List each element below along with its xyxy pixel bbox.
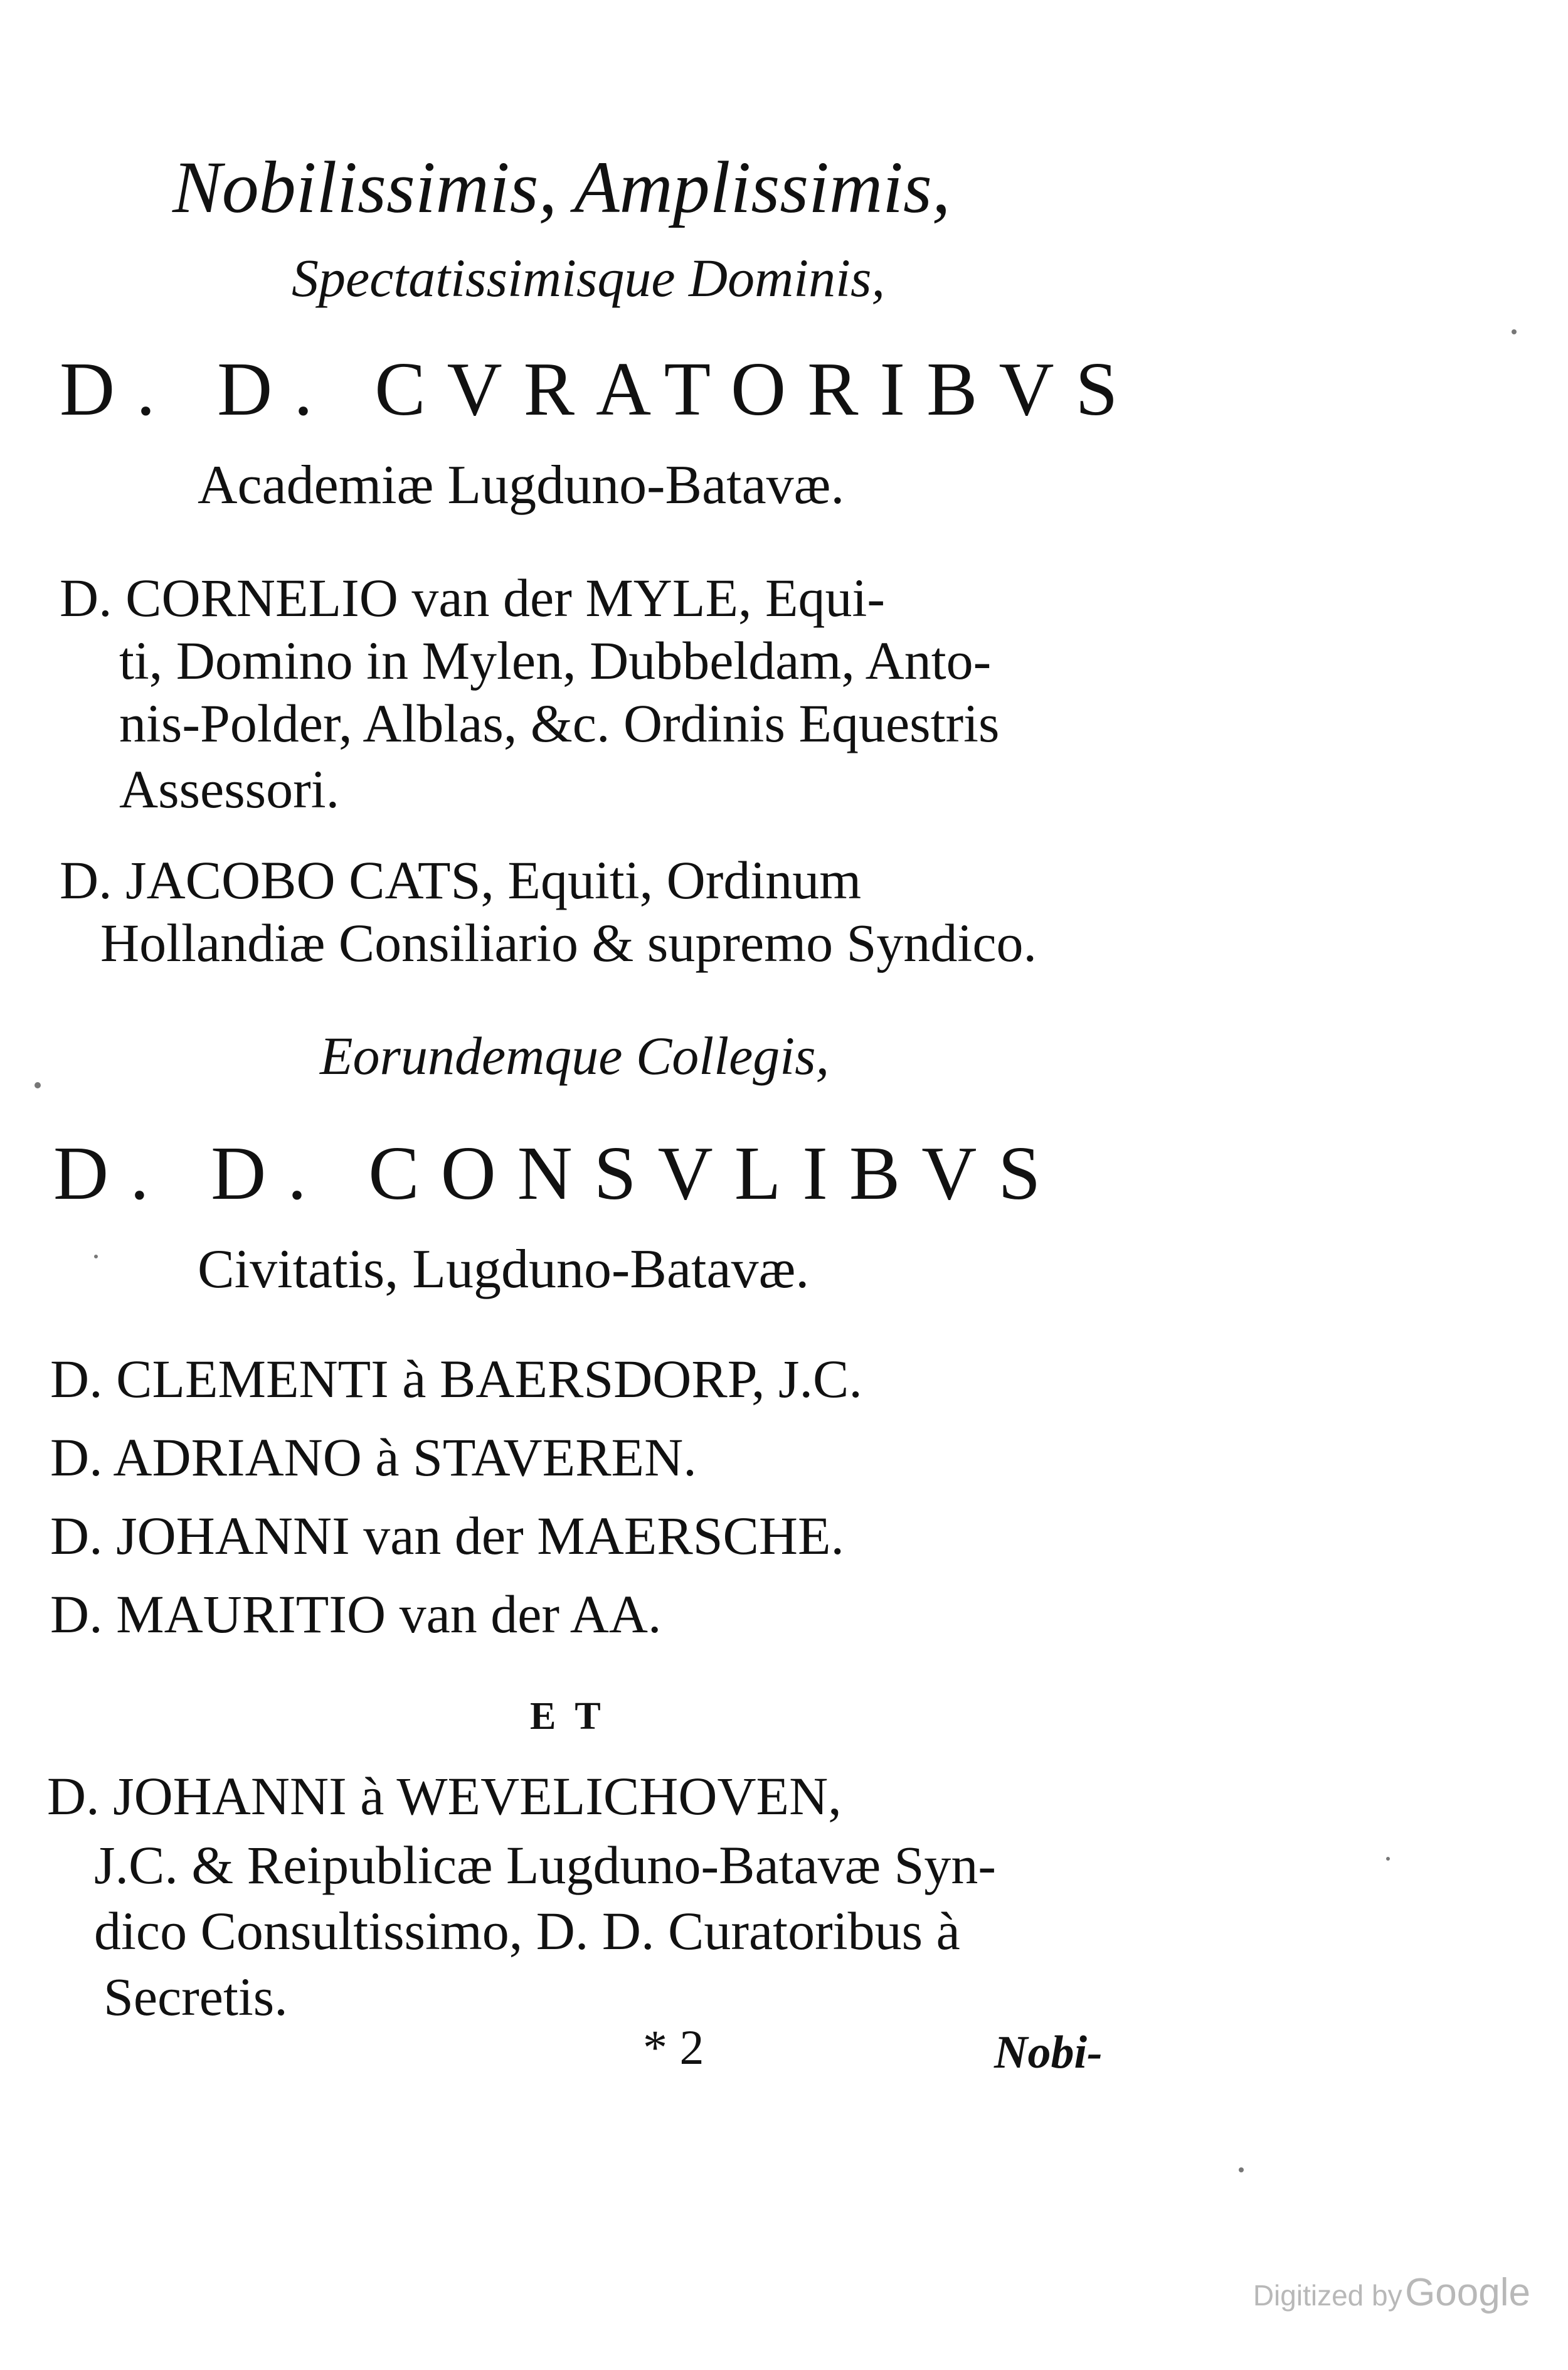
signature-mark: * 2 [643,2020,704,2075]
curatores-title: D. D. CVRATORIBVS [60,347,1140,432]
consules-entry-1: D. CLEMENTI à BAERSDORP, J.C. [50,1349,862,1409]
catchword: Nobi- [994,2027,1103,2078]
curatores-entry-2: ti, Domino in Mylen, Dubbeldam, Anto- [119,630,992,691]
et-conjunction: ET [530,1695,620,1738]
scan-speck [1386,1857,1390,1861]
curatores-entry-4: Assessori. [119,759,340,819]
final-line-3: dico Consultissimo, D. D. Curatoribus à [94,1901,960,1961]
scan-speck [94,1255,98,1258]
consules-title: D. D. CONSVLIBVS [53,1131,1062,1216]
consules-subtitle: Civitatis, Lugduno-Batavæ. [198,1239,810,1300]
watermark-prefix: Digitized by [1253,2279,1402,2312]
curatores-entry-5: D. JACOBO CATS, Equiti, Ordinum [60,850,862,910]
google-logo: Google [1405,2271,1530,2314]
curatores-entry-1: D. CORNELIO van der MYLE, Equi- [60,568,886,628]
scan-speck [34,1082,41,1088]
collegis-heading: Eorundemque Collegis, [320,1026,830,1086]
consules-entry-2: D. ADRIANO à STAVEREN. [50,1427,697,1487]
final-line-1: D. JOHANNI à WEVELICHOVEN, [47,1766,842,1826]
consules-entry-4: D. MAURITIO van der AA. [50,1584,662,1644]
scan-speck [1239,2167,1244,2172]
digitized-watermark [1253,2270,1530,2315]
final-line-4: Secretis. [103,1967,288,2027]
heading-line-1: Nobilissimis, Amplissimis, [172,146,951,228]
final-line-2: J.C. & Reipublicæ Lugduno-Batavæ Syn- [94,1835,997,1895]
heading-line-2: Spectatissimisque Dominis, [292,248,885,308]
consules-entry-3: D. JOHANNI van der MAERSCHE. [50,1506,845,1566]
curatores-entry-3: nis-Polder, Alblas, &c. Ordinis Equestris [119,693,1000,753]
scan-speck [1512,329,1517,334]
curatores-entry-6: Hollandiæ Consiliario & supremo Syndico. [100,913,1037,973]
curatores-subtitle: Academiæ Lugduno-Batavæ. [198,455,845,516]
